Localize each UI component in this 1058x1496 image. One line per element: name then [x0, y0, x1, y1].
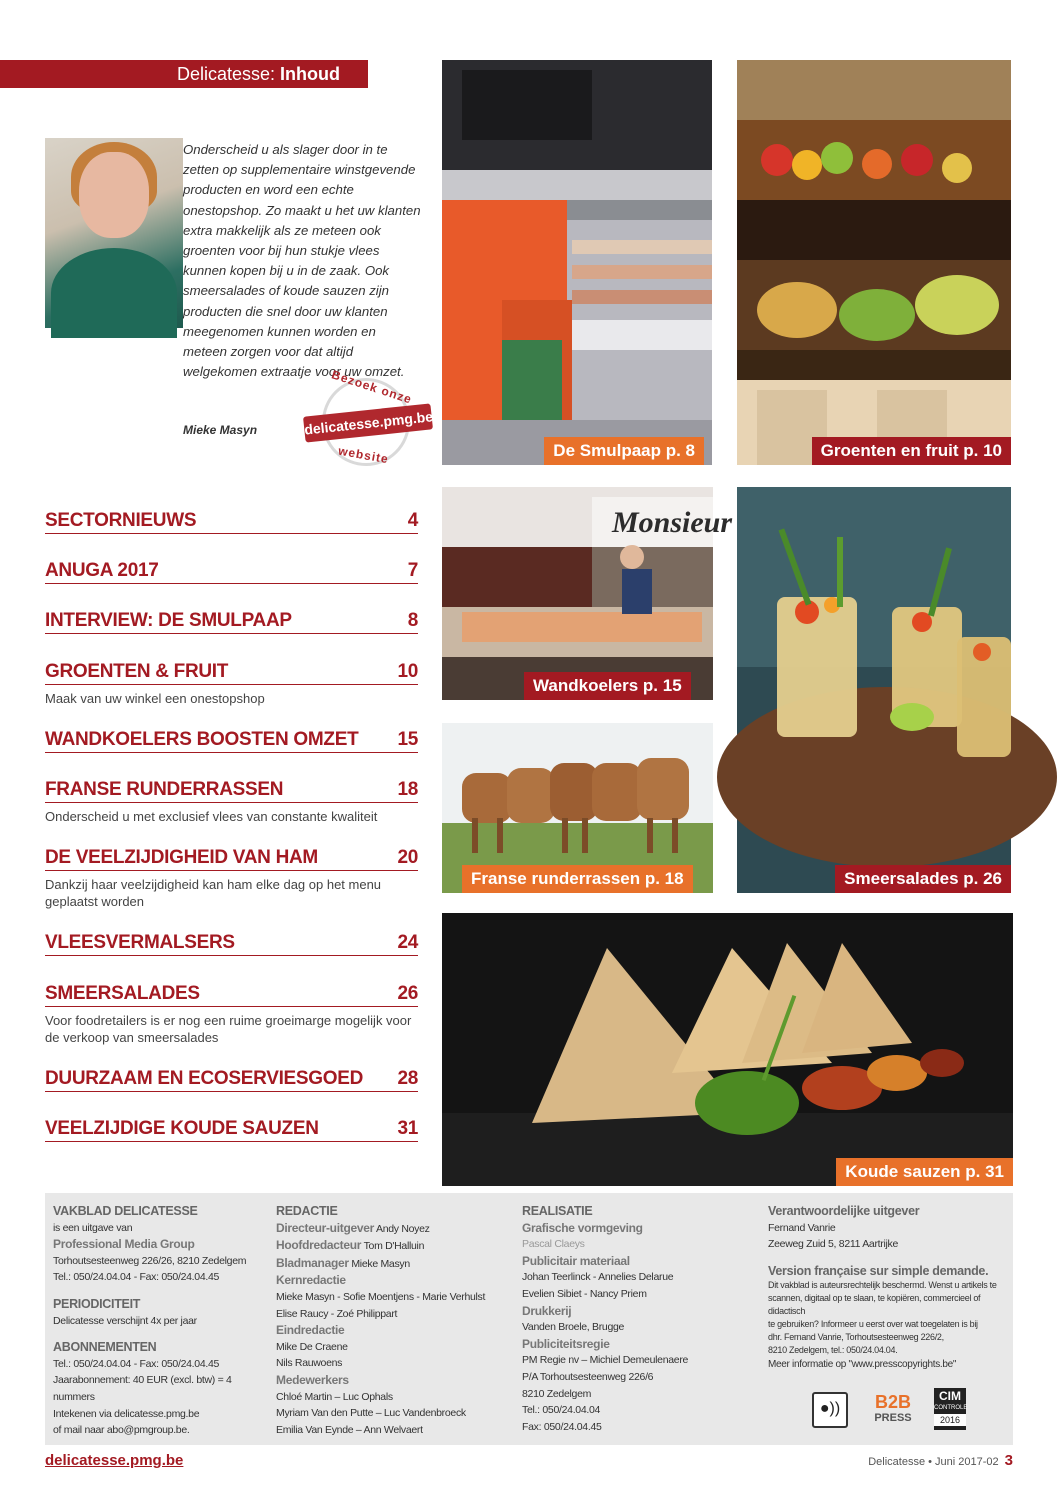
col4-heading: Verantwoordelijke uitgever [768, 1204, 920, 1218]
col4-heading: Version française sur simple demande. [768, 1263, 989, 1278]
toc-item[interactable] [45, 609, 418, 634]
toc-title: INTERVIEW: DE SMULPAAP [45, 610, 292, 631]
colophon-col-production [522, 1203, 757, 1435]
toc-subtitle: Dankzij haar veelzijdigheid kan ham elke dag op het menu geplaatst worden [45, 877, 382, 909]
col4-line: dhr. Fernand Vanrie, Torhoutsesteenweg 226/2, [768, 1332, 944, 1343]
col4-line: Fernand Vanrie [768, 1221, 836, 1234]
colophon-col-editorial [276, 1203, 511, 1438]
stamp-bottom-text: website [337, 443, 390, 467]
col1-line: is een uitgave van [53, 1221, 133, 1234]
toc-item[interactable] [45, 931, 418, 956]
col3-subheading: Publicitair materiaal [522, 1253, 630, 1268]
footer-issue-text: Delicatesse • Juni 2017-02 [868, 1456, 999, 1468]
col3-subheading: Publiciteitsregie [522, 1336, 610, 1351]
col3-heading: REALISATIE [522, 1204, 593, 1218]
toc-title: SECTORNIEUWS [45, 510, 197, 531]
col3-line: P/A Torhoutsesteenweg 226/6 [522, 1370, 654, 1383]
col2-line: Myriam Van den Putte – Luc Vandenbroeck [276, 1407, 466, 1420]
b2b-press-logo [868, 1392, 918, 1424]
section-header [0, 60, 368, 88]
website-stamp[interactable] [300, 367, 435, 468]
col3-line: Pascal Claeys [522, 1238, 585, 1251]
toc-title: SMEERSALADES [45, 983, 200, 1004]
stamp-website-link[interactable]: delicatesse.pmg.be [303, 403, 433, 442]
toc-subtitle: Onderscheid u met exclusief vlees van constante kwaliteit [45, 809, 378, 824]
col1-line: Jaarabonnement: 40 EUR (excl. btw) = 4 nummers [53, 1374, 232, 1403]
toc-page: 20 [397, 847, 418, 868]
col2-line: Chloé Martin – Luc Ophals [276, 1390, 393, 1403]
caption-groenten: Groenten en fruit p. 10 [812, 437, 1011, 465]
toc-title: GROENTEN & FRUIT [45, 661, 229, 682]
col2-role: Directeur-uitgever [276, 1220, 374, 1235]
col2-subheading: Medewerkers [276, 1372, 349, 1387]
editorial-text: Onderscheid u als slager door in te zetten op supplementaire winstgevende producten en word een echte onestopshop. Zo maakt u het uw klanten extra makkelijk als ze meteen ook groenten voor bij hun stukje vlees kunnen kopen bij u in de zaak. Ook smeersalades of koude sauzen zijn producten die snel door uw klanten meegenomen kunnen worden en meteen zorgen voor dat altijd welgekomen extraatje voor uw omzet. [183, 142, 421, 380]
svg-text:Monsieur: Monsieur [612, 506, 733, 539]
col4-line: Dit vakblad is auteursrechtelijk beschermd. Wenst u artikels te [768, 1280, 997, 1291]
toc-page: 31 [397, 1118, 418, 1139]
footer-website-link[interactable]: delicatesse.pmg.be [45, 1452, 184, 1469]
col2-role: Hoofdredacteur [276, 1238, 362, 1253]
presscopyrights-logo [812, 1392, 848, 1428]
toc-page: 26 [397, 983, 418, 1004]
toc-title: VLEESVERMALSERS [45, 932, 235, 953]
col1-line: Tel.: 050/24.04.04 - Fax: 050/24.04.45 [53, 1271, 220, 1284]
cim-text: CIM [939, 1389, 961, 1403]
toc-page: 8 [407, 610, 418, 631]
col3-subheading: Drukkerij [522, 1303, 572, 1318]
col2-role: Bladmanager [276, 1255, 349, 1270]
col1-line: Torhoutsesteenweg 226/26, 8210 Zedelgem [53, 1254, 247, 1267]
col1-heading: VAKBLAD DELICATESSE [53, 1204, 198, 1218]
toc-page: 18 [397, 779, 418, 800]
col3-line: Tel.: 050/24.04.04 [522, 1404, 601, 1417]
toc-page: 24 [397, 932, 418, 953]
col2-subheading: Eindredactie [276, 1323, 345, 1338]
header-title: Inhoud [280, 64, 340, 84]
cim-logo [934, 1388, 966, 1430]
vegetables-image [737, 60, 1011, 465]
col1-line: Delicatesse verschijnt 4x per jaar [53, 1314, 197, 1327]
col2-line: Emilia Van Eynde – Ann Welvaert [276, 1423, 423, 1436]
col4-line: Meer informatie op "www.presscopyrights.be" [768, 1359, 957, 1371]
col2-subheading: Kernredactie [276, 1273, 346, 1288]
photo-smulpaap[interactable] [442, 60, 712, 465]
col3-line: Johan Teerlinck - Annelies Delarue [522, 1271, 674, 1284]
author-portrait [45, 138, 183, 328]
col1-heading: ABONNEMENTEN [53, 1340, 157, 1355]
toc-page: 15 [397, 729, 418, 750]
shop-interior-image [442, 60, 712, 465]
col1-line: of mail naar abo@pmgroup.be. [53, 1424, 190, 1437]
caption-franse: Franse runderrassen p. 18 [462, 865, 693, 893]
col2-heading: REDACTIE [276, 1204, 338, 1218]
toc-item[interactable] [45, 559, 418, 584]
photo-wandkoelers[interactable] [442, 487, 733, 700]
stamp-top-text: Bezoek onze [329, 367, 414, 407]
col3-line: Fax: 050/24.04.45 [522, 1420, 602, 1433]
salad-glasses-image [737, 487, 1011, 893]
photo-groenten[interactable] [737, 60, 1011, 465]
editorial-author: Mieke Masyn [183, 423, 258, 437]
col2-line: Mieke Masyn - Sofie Moentjens - Marie Verhulst [276, 1290, 486, 1303]
toc-item[interactable] [45, 660, 418, 707]
colophon-col-responsible [768, 1203, 1008, 1374]
col2-name: Andy Noyez [373, 1222, 430, 1235]
col2-line: Nils Rauwoens [276, 1357, 343, 1370]
toc-page: 10 [397, 661, 418, 682]
col4-line: 8210 Zedelgem, tel.: 050/24.04.04. [768, 1345, 898, 1356]
toc-title: WANDKOELERS BOOSTEN OMZET [45, 729, 359, 750]
toc-subtitle: Maak van uw winkel een onestopshop [45, 691, 265, 706]
toc-page: 4 [407, 510, 418, 531]
photo-franse[interactable] [442, 723, 713, 893]
footer-issue [810, 1452, 1013, 1469]
page-number: 3 [1004, 1452, 1013, 1469]
toc-page: 28 [397, 1068, 418, 1089]
toc-page: 7 [407, 560, 418, 581]
col4-line: scannen, digitaal op te slaan, te kopiëren, commercieel of didactisch [768, 1293, 981, 1317]
cim-year: 2016 [934, 1414, 966, 1426]
col2-name: Mieke Masyn [348, 1257, 410, 1270]
b2b-text: B2B [874, 1392, 911, 1412]
col4-line: Zeeweg Zuid 5, 8211 Aartrijke [768, 1238, 899, 1251]
toc-title: ANUGA 2017 [45, 560, 159, 581]
col2-line: Elise Raucy - Zoé Philippart [276, 1307, 398, 1320]
toc-item[interactable] [45, 1067, 418, 1092]
cim-sub: CONTROLE [934, 1405, 968, 1411]
toc-title: DUURZAAM EN ECOSERVIESGOED [45, 1068, 364, 1089]
toc-item[interactable] [45, 982, 418, 1046]
signal-icon: ●)) [819, 1400, 841, 1417]
col3-subheading: Grafische vormgeving [522, 1220, 643, 1235]
toc-item[interactable] [45, 778, 418, 825]
toc-title: DE VEELZIJDIGHEID VAN HAM [45, 847, 318, 868]
col3-line: Vanden Broele, Brugge [522, 1321, 625, 1334]
col3-line: Evelien Sibiet - Nancy Priem [522, 1287, 647, 1300]
photo-sauzen[interactable] [442, 913, 1013, 1186]
press-text: PRESS [874, 1412, 912, 1424]
photo-smeersalades[interactable] [737, 487, 1011, 893]
toc-item[interactable] [45, 1117, 418, 1142]
colophon-col-publisher [53, 1203, 268, 1439]
toc-subtitle: Voor foodretailers is er nog een ruime groeimarge mogelijk voor de verkoop van smeersalades [45, 1013, 412, 1045]
butcher-counter-image [442, 487, 733, 700]
col1-line: Intekenen via delicatesse.pmg.be [53, 1407, 200, 1420]
toc-item[interactable] [45, 728, 418, 753]
col3-line: 8210 Zedelgem [522, 1387, 592, 1400]
header-prefix: Delicatesse: [176, 64, 275, 84]
col1-line: Tel.: 050/24.04.04 - Fax: 050/24.04.45 [53, 1357, 220, 1370]
caption-wandkoelers: Wandkoelers p. 15 [524, 672, 691, 700]
caption-smeersalades: Smeersalades p. 26 [835, 865, 1011, 893]
col2-line: Mike De Craene [276, 1340, 348, 1353]
sandwich-sauces-image [442, 913, 1013, 1186]
toc-item[interactable] [45, 509, 418, 534]
caption-sauzen: Koude sauzen p. 31 [836, 1158, 1013, 1186]
col4-line: te gebruiken? Informeer u eerst over wat toegelaten is bij [768, 1319, 978, 1330]
col3-line: PM Regie nv – Michiel Demeulenaere [522, 1354, 689, 1367]
toc-title: VEELZIJDIGE KOUDE SAUZEN [45, 1118, 319, 1139]
caption-smulpaap: De Smulpaap p. 8 [544, 437, 704, 465]
col2-name: Tom D'Halluin [361, 1240, 425, 1253]
toc-item[interactable] [45, 846, 418, 910]
col1-heading: PERIODICITEIT [53, 1296, 141, 1311]
col1-company: Professional Media Group [53, 1237, 195, 1252]
toc-title: FRANSE RUNDERRASSEN [45, 779, 284, 800]
